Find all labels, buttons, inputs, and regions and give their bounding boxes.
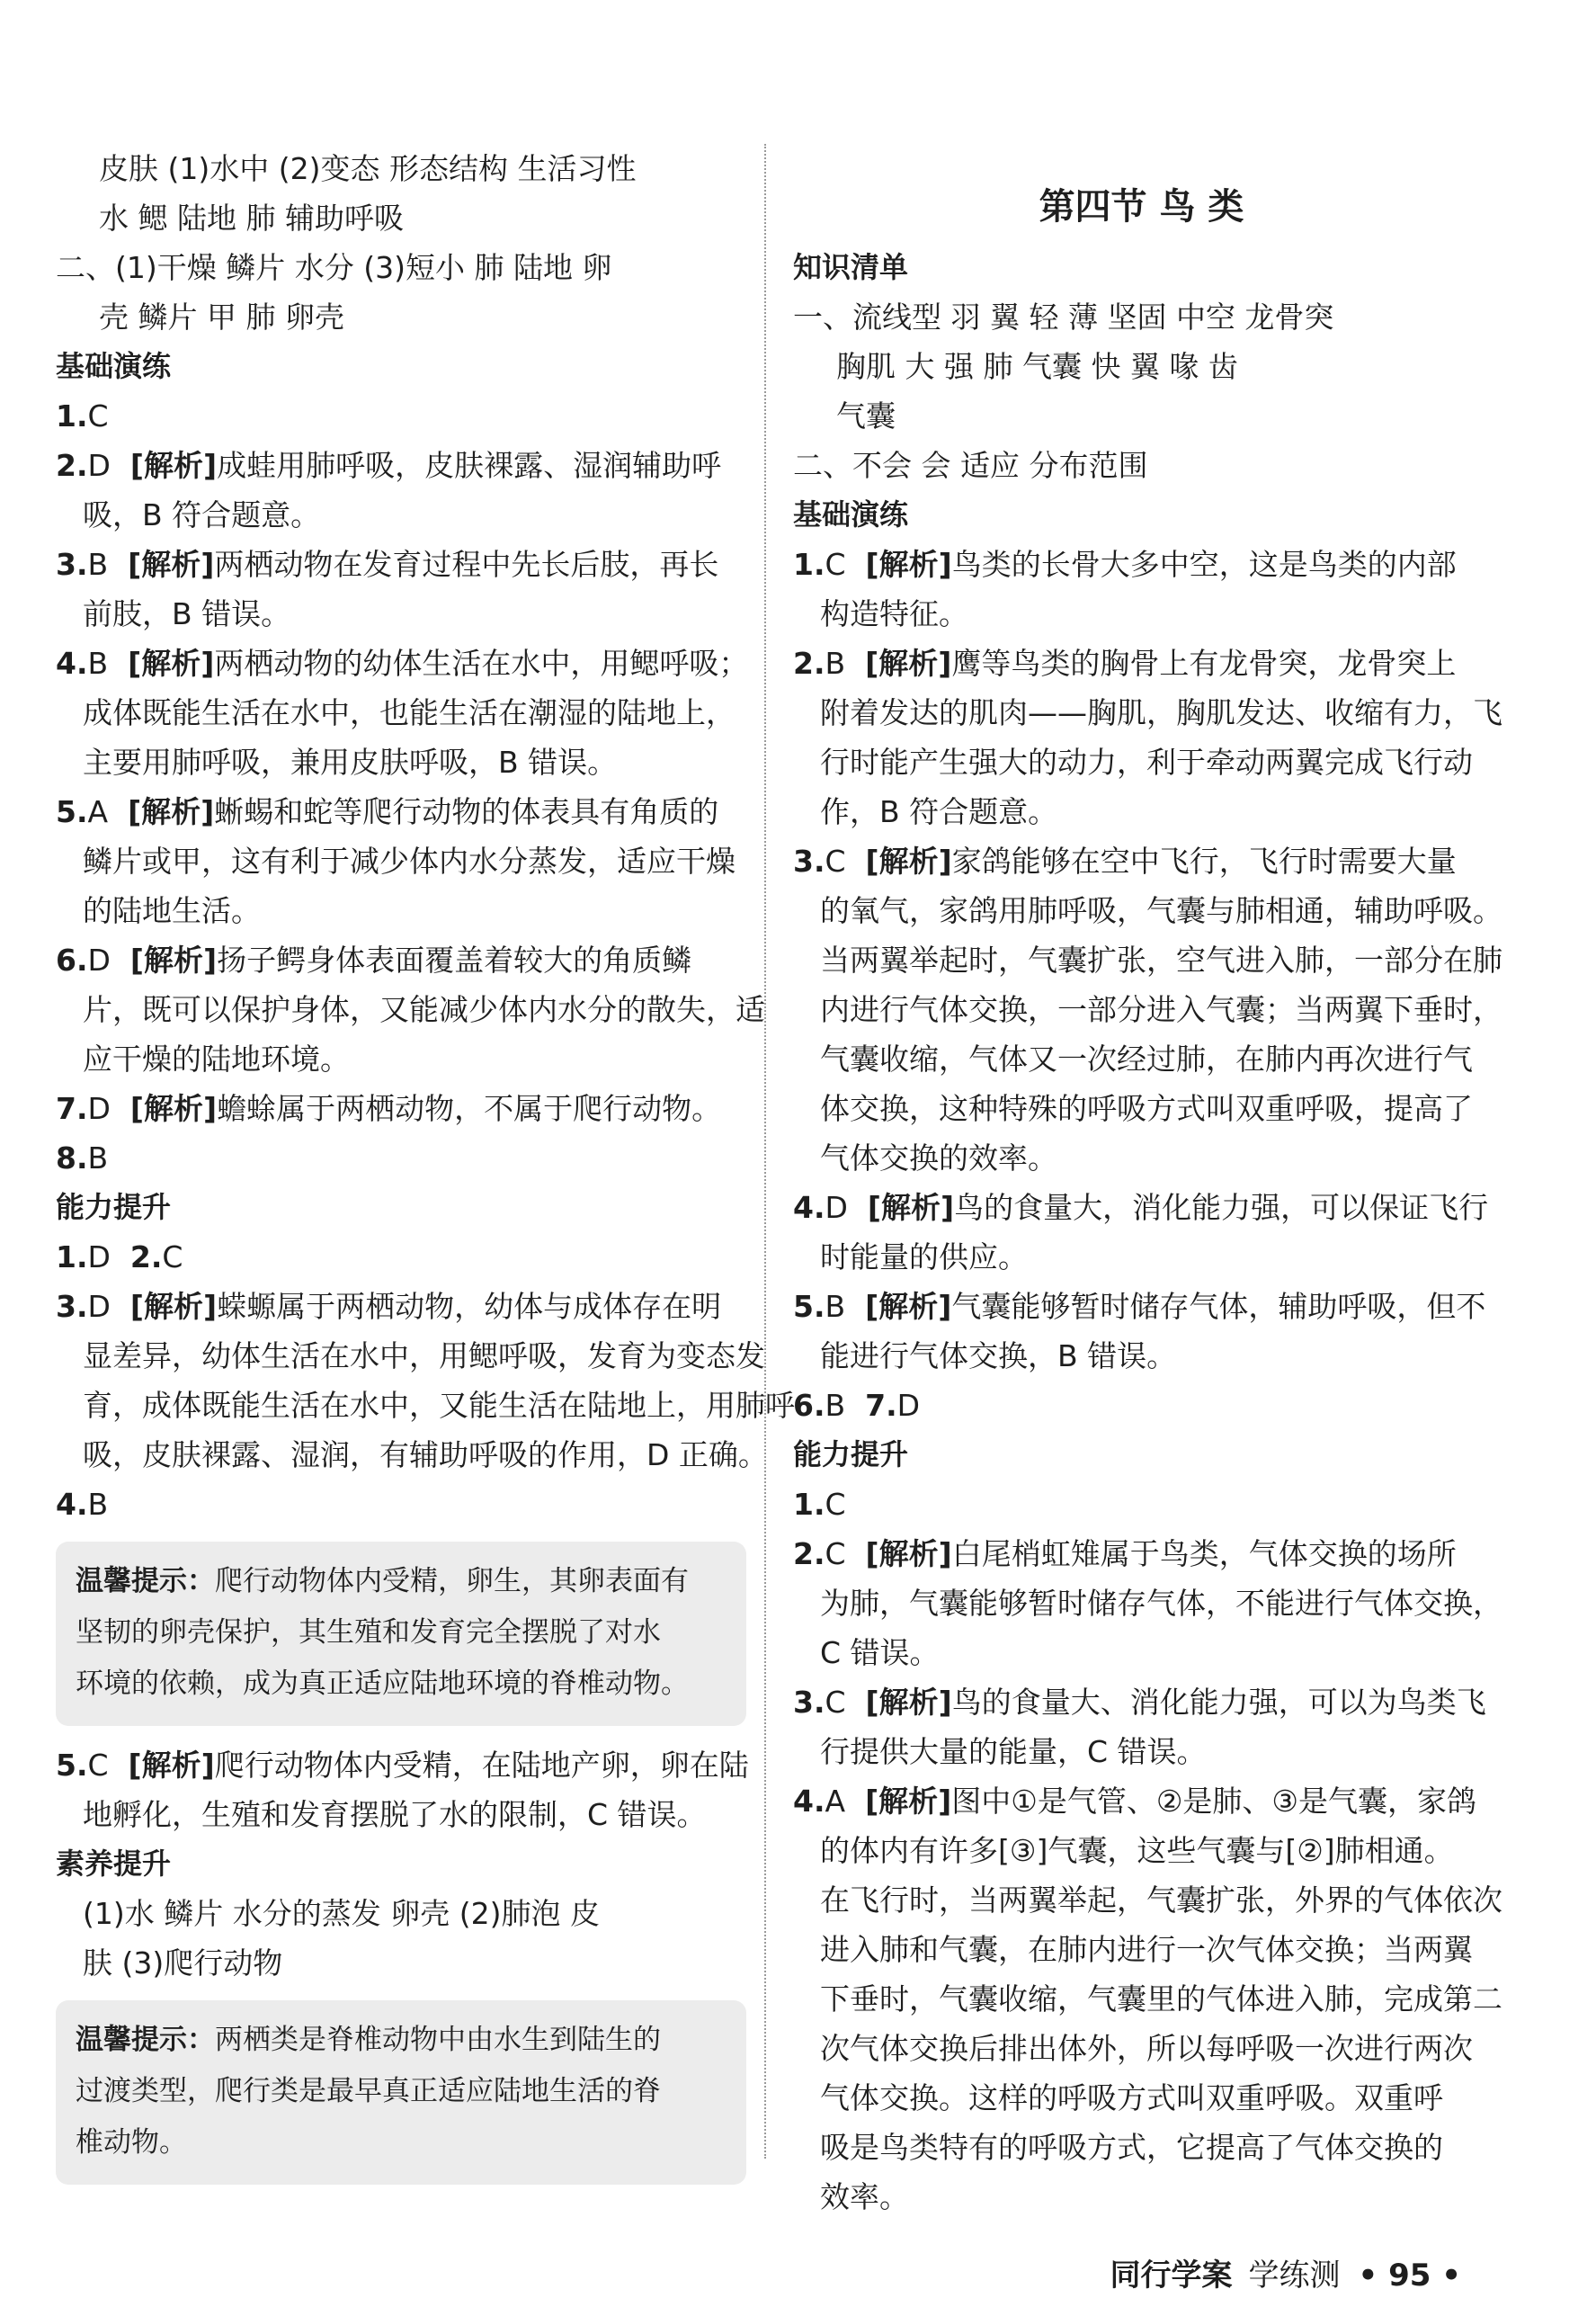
answer-number: 1. — [56, 1239, 88, 1274]
tip-line: 温馨提示：两栖类是脊椎动物中由水生到陆生的 — [76, 2024, 661, 2056]
analysis-text: 行时能产生强大的动力，利于牵动两翼完成飞行动 — [820, 745, 1473, 780]
answer-number: 3. — [56, 1289, 88, 1324]
analysis-text: 体交换，这种特殊的呼吸方式叫双重呼吸，提高了 — [820, 1091, 1473, 1126]
answer-choice: B — [825, 1388, 846, 1423]
right-column — [793, 144, 1502, 2222]
answer-item — [793, 1776, 1490, 1826]
analysis-text: 显差异，幼体生活在水中，用鳃呼吸，发育为变态发 — [83, 1338, 765, 1373]
answer-item — [56, 1740, 749, 1790]
analysis-text: 效率。 — [820, 2179, 909, 2214]
analysis-tag: [解析] — [865, 547, 952, 582]
analysis-text: 成体既能生活在水中，也能生活在潮湿的陆地上， — [83, 695, 736, 730]
knowledge-line: 一、流线型 羽 翼 轻 薄 坚固 中空 龙骨突 — [793, 300, 1334, 335]
answer-number: 3. — [793, 1685, 825, 1720]
analysis-text: 鸟的食量大、消化能力强，可以为鸟类飞 — [951, 1685, 1486, 1720]
answer-choice: D — [87, 1289, 111, 1324]
answer-item — [793, 540, 1490, 589]
tip-line: 温馨提示：爬行动物体内受精，卵生，其卵表面有 — [76, 1565, 689, 1597]
analysis-tag: [解析] — [865, 1289, 952, 1324]
answer-number: 6. — [793, 1388, 825, 1423]
analysis-text: 育，成体既能生活在水中，又能生活在陆地上，用肺呼 — [83, 1388, 795, 1423]
answer-number: 4. — [793, 1784, 825, 1819]
analysis-text: 吸是鸟类特有的呼吸方式，它提高了气体交换的 — [820, 2130, 1443, 2165]
analysis-text: 应干燥的陆地环境。 — [83, 1042, 350, 1077]
answer-item — [56, 1282, 746, 1331]
intro-line: 二、(1)干燥 鳞片 水分 (3)短小 肺 陆地 卵 — [56, 250, 612, 285]
answer-number: 2. — [56, 448, 88, 483]
answer-choice: B — [87, 547, 109, 582]
tip-label: 温馨提示： — [76, 1565, 215, 1597]
analysis-tag: [解析] — [128, 547, 215, 582]
analysis-text: 气囊能够暂时储存气体，辅助呼吸，但不 — [951, 1289, 1486, 1324]
analysis-text: 鸟的食量大，消化能力强，可以保证飞行 — [954, 1190, 1489, 1225]
answer-item — [56, 639, 749, 688]
section-heading-ability: 能力提升 — [56, 1190, 172, 1224]
answer-choice: C — [825, 844, 846, 879]
analysis-text: 地孵化，生殖和发育摆脱了水的限制，C 错误。 — [83, 1797, 707, 1832]
answer-item — [56, 1480, 746, 1529]
analysis-text: 片，既可以保护身体，又能减少体内水分的散失，适 — [83, 992, 765, 1027]
tip-label: 温馨提示： — [76, 2024, 215, 2056]
analysis-text: 在飞行时，当两翼举起，气囊扩张，外界的气体依次 — [820, 1882, 1502, 1918]
tip-line: 椎动物。 — [76, 2126, 187, 2159]
analysis-tag: [解析] — [865, 1536, 952, 1571]
analysis-text: 蟾蜍属于两栖动物，不属于爬行动物。 — [217, 1091, 722, 1126]
answer-number: 2. — [793, 646, 825, 681]
analysis-tag: [解析] — [129, 943, 218, 978]
analysis-text: 作，B 符合题意。 — [820, 794, 1058, 829]
answer-number: 1. — [56, 398, 88, 434]
intro-line: 皮肤 (1)水中 (2)变态 形态结构 生活习性 — [99, 151, 637, 186]
analysis-text: 前肢，B 错误。 — [83, 596, 291, 631]
answer-item — [793, 1677, 1490, 1727]
answer-choice: B — [87, 1487, 109, 1522]
answer-choice: B — [87, 1140, 109, 1176]
literacy-line: (1)水 鳞片 水分的蒸发 卵壳 (2)肺泡 皮 — [83, 1896, 600, 1931]
tip-line: 环境的依赖，成为真正适应陆地环境的脊椎动物。 — [76, 1668, 689, 1700]
answer-item — [793, 1282, 1490, 1331]
answer-choice: C — [825, 547, 846, 582]
answer-choice: C — [162, 1239, 183, 1274]
analysis-tag: [解析] — [865, 646, 952, 681]
analysis-text: 的体内有许多[③]气囊，这些气囊与[②]肺相通。 — [820, 1833, 1454, 1868]
analysis-text: 时能量的供应。 — [820, 1239, 1028, 1274]
knowledge-line: 气囊 — [836, 398, 896, 434]
analysis-text: 的氧气，家鸽用肺呼吸，气囊与肺相通，辅助呼吸。 — [820, 893, 1502, 928]
answer-number: 4. — [793, 1190, 825, 1225]
analysis-text: 爬行动物体内受精，在陆地产卵，卵在陆 — [214, 1748, 749, 1783]
column-divider — [764, 144, 766, 2159]
answer-item — [793, 836, 1490, 886]
answer-item — [56, 441, 746, 490]
section-heading-knowledge: 知识清单 — [793, 250, 909, 284]
section-heading-ability: 能力提升 — [793, 1437, 909, 1471]
analysis-tag: [解析] — [129, 1289, 218, 1324]
answer-number: 5. — [56, 794, 88, 829]
analysis-text: 家鸽能够在空中飞行，飞行时需要大量 — [951, 844, 1457, 879]
tip-line: 过渡类型，爬行类是最早真正适应陆地生活的脊 — [76, 2075, 661, 2107]
analysis-tag: [解析] — [129, 448, 218, 483]
analysis-text: 主要用肺呼吸，兼用皮肤呼吸，B 错误。 — [83, 745, 618, 780]
answer-choice: D — [87, 448, 111, 483]
ability-answers — [56, 1282, 795, 1529]
answer-item — [793, 1529, 1490, 1578]
page-number: • 95 • — [1358, 2258, 1461, 2294]
answer-number: 7. — [865, 1388, 897, 1423]
answer-number: 5. — [793, 1289, 825, 1324]
section-title: 第四节 鸟 类 — [1039, 185, 1244, 228]
answer-number: 6. — [56, 943, 88, 978]
answer-item — [793, 1183, 1490, 1232]
answer-choice: C — [825, 1536, 846, 1571]
answer-number: 3. — [793, 844, 825, 879]
answer-item — [56, 1084, 746, 1133]
answer-choice: B — [87, 646, 109, 681]
answer-number: 4. — [56, 646, 88, 681]
footer-subtitle: 学练测 — [1248, 2258, 1341, 2294]
answer-row — [56, 1232, 746, 1282]
analysis-tag: [解析] — [867, 1190, 955, 1225]
analysis-text: 蝾螈属于两栖动物，幼体与成体存在明 — [217, 1289, 722, 1324]
intro-line: 壳 鳞片 甲 肺 卵壳 — [99, 300, 344, 335]
tip-box — [56, 2000, 746, 2185]
analysis-tag: [解析] — [865, 1685, 952, 1720]
answer-choice: C — [87, 1748, 109, 1783]
intro-line: 水 鳃 陆地 肺 辅助呼吸 — [99, 201, 404, 236]
answer-row — [793, 1381, 1490, 1430]
answer-number: 2. — [793, 1536, 825, 1571]
answer-number: 5. — [56, 1748, 88, 1783]
analysis-text: 气囊收缩，气体又一次经过肺，在肺内再次进行气 — [820, 1042, 1473, 1077]
answer-choice: D — [87, 1239, 111, 1274]
section-heading-literacy: 素养提升 — [56, 1846, 172, 1881]
answer-number: 2. — [129, 1239, 163, 1274]
answer-number: 8. — [56, 1140, 88, 1176]
analysis-tag: [解析] — [128, 1748, 215, 1783]
answer-number: 1. — [793, 1487, 825, 1522]
analysis-text: 吸，皮肤裸露、湿润，有辅助呼吸的作用，D 正确。 — [83, 1437, 768, 1472]
analysis-tag: [解析] — [865, 1784, 952, 1819]
analysis-text: 气体交换。这样的呼吸方式叫双重呼吸。双重呼 — [820, 2080, 1443, 2115]
analysis-tag: [解析] — [865, 844, 952, 879]
answer-item — [56, 540, 746, 589]
answer-number: 1. — [793, 547, 825, 582]
answer-item — [56, 787, 746, 836]
answer-choice: C — [87, 398, 109, 434]
analysis-text: 为肺，气囊能够暂时储存气体，不能进行气体交换， — [820, 1586, 1502, 1621]
analysis-text: 行提供大量的能量，C 错误。 — [820, 1734, 1207, 1769]
answer-choice: D — [825, 1190, 848, 1225]
analysis-text: 两栖动物在发育过程中先长后肢，再长 — [214, 547, 719, 582]
tip-box — [56, 1542, 746, 1726]
knowledge-line: 二、不会 会 适应 分布范围 — [793, 448, 1148, 483]
answer-choice: B — [825, 1289, 846, 1324]
analysis-text: 气体交换的效率。 — [820, 1140, 1057, 1176]
analysis-text: 成蛙用肺呼吸，皮肤裸露、湿润辅助呼 — [217, 448, 722, 483]
analysis-text: C 错误。 — [820, 1635, 940, 1670]
basic-answers — [793, 540, 1502, 1381]
answer-choice: D — [87, 1091, 111, 1126]
analysis-tag: [解析] — [129, 1091, 218, 1126]
answer-choice: D — [87, 943, 111, 978]
analysis-text: 下垂时，气囊收缩，气囊里的气体进入肺，完成第二 — [820, 1981, 1502, 2016]
analysis-text: 扬子鳄身体表面覆盖着较大的角质鳞 — [217, 943, 692, 978]
page-footer — [1110, 2256, 1461, 2295]
footer-brand: 同行学案 — [1110, 2258, 1233, 2294]
knowledge-line: 胸肌 大 强 肺 气囊 快 翼 喙 齿 — [836, 349, 1238, 384]
answer-item — [793, 639, 1490, 688]
answer-item — [56, 391, 746, 441]
answer-choice: A — [87, 794, 109, 829]
analysis-tag: [解析] — [128, 646, 215, 681]
answer-number: 4. — [56, 1487, 88, 1522]
answer-number: 3. — [56, 547, 88, 582]
analysis-text: 能进行气体交换，B 错误。 — [820, 1338, 1177, 1373]
analysis-text: 的陆地生活。 — [83, 893, 261, 928]
analysis-text: 鸟类的长骨大多中空，这是鸟类的内部 — [951, 547, 1457, 582]
answer-number: 7. — [56, 1091, 88, 1126]
ability-answers — [793, 1480, 1502, 2222]
answer-item — [56, 935, 746, 985]
analysis-text: 当两翼举起时，气囊扩张，空气进入肺，一部分在肺 — [820, 943, 1502, 978]
answer-choice: B — [825, 646, 846, 681]
tip-line: 坚韧的卵壳保护，其生殖和发育完全摆脱了对水 — [76, 1616, 661, 1649]
analysis-text: 附着发达的肌肉——胸肌，胸肌发达、收缩有力，飞 — [820, 695, 1502, 730]
analysis-text: 次气体交换后排出体外，所以每呼吸一次进行两次 — [820, 2031, 1473, 2066]
analysis-text: 内进行气体交换，一部分进入气囊；当两翼下垂时， — [820, 992, 1502, 1027]
analysis-text: 进入肺和气囊，在肺内进行一次气体交换；当两翼 — [820, 1932, 1473, 1967]
analysis-text: 吸，B 符合题意。 — [83, 497, 321, 532]
analysis-text: 蜥蜴和蛇等爬行动物的体表具有角质的 — [214, 794, 719, 829]
left-column — [56, 144, 795, 2199]
analysis-tag: [解析] — [128, 794, 215, 829]
answer-item — [793, 1480, 1490, 1529]
answer-choice: C — [825, 1487, 846, 1522]
ability-answer-5 — [56, 1740, 749, 1839]
answer-choice: A — [825, 1784, 846, 1819]
analysis-text: 两栖动物的幼体生活在水中，用鳃呼吸； — [214, 646, 749, 681]
analysis-text: 鳞片或甲，这有利于减少体内水分蒸发，适应干燥 — [83, 844, 736, 879]
answer-item — [56, 1133, 746, 1183]
section-heading-basic: 基础演练 — [56, 349, 172, 383]
section-heading-basic: 基础演练 — [793, 497, 909, 532]
basic-answers — [56, 391, 765, 1183]
analysis-text: 图中①是气管、②是肺、③是气囊，家鸽 — [951, 1784, 1477, 1819]
analysis-text: 构造特征。 — [820, 596, 968, 631]
analysis-text: 白尾梢虹雉属于鸟类，气体交换的场所 — [951, 1536, 1457, 1571]
answer-choice: C — [825, 1685, 846, 1720]
analysis-text: 鹰等鸟类的胸骨上有龙骨突，龙骨突上 — [951, 646, 1457, 681]
answer-choice: D — [896, 1388, 921, 1423]
literacy-line: 肤 (3)爬行动物 — [83, 1945, 283, 1981]
